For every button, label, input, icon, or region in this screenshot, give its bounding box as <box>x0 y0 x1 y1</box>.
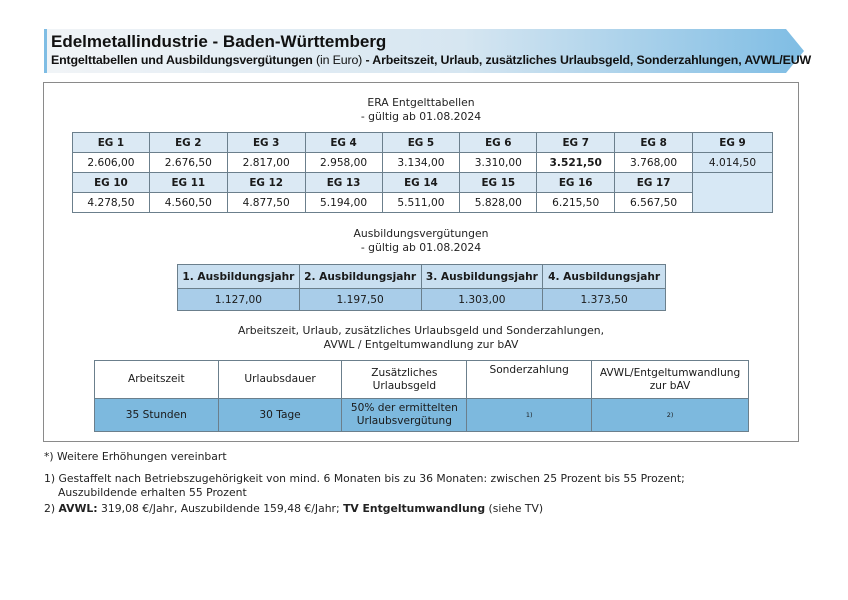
subtitle-part-2: - Arbeitszeit, Urlaub, zusätzliches Urlaubsgeld, Sonderzahlungen, AVWL/EUW <box>365 53 812 67</box>
eg-value: 2.606,00 <box>73 153 150 173</box>
eg-label: EG 1 <box>73 133 150 153</box>
note-star: *) Weitere Erhöhungen vereinbart <box>44 450 227 463</box>
urlaubsgeld-value-line-1: 50% der ermittelten <box>350 402 458 414</box>
eg-value: 3.768,00 <box>615 153 693 173</box>
ausbildung-value-row <box>178 289 666 311</box>
eg-label: EG 15 <box>460 173 537 193</box>
eg-label: EG 16 <box>537 173 615 193</box>
ausbildung-caption-title: Ausbildungsvergütungen <box>353 227 489 240</box>
ausbildung-caption <box>44 227 798 255</box>
avwl-header <box>592 361 749 399</box>
era-header-row-2 <box>73 173 773 193</box>
page-title: Edelmetallindustrie - Baden-Württemberg <box>51 32 387 51</box>
eg-value: 3.134,00 <box>382 153 460 173</box>
avwl-header-line-1: AVWL/Entgeltumwandlung <box>599 366 741 379</box>
ausbildungsjahr-value: 1.303,00 <box>421 289 543 311</box>
header-banner <box>44 29 812 73</box>
avwl-footnote-ref: 2) <box>592 399 749 432</box>
eg-label: EG 2 <box>149 133 227 153</box>
eg-label: EG 12 <box>227 173 305 193</box>
era-table <box>72 132 773 213</box>
ausbildungsjahr-value: 1.197,50 <box>299 289 421 311</box>
eg-label: EG 9 <box>693 133 773 153</box>
ausbildung-header-row <box>178 265 666 289</box>
note-2-prefix: 2) <box>44 502 59 515</box>
arbeitszeit-caption-line-1: Arbeitszeit, Urlaub, zusätzliches Urlaubsgeld und Sonderzahlungen, <box>237 324 605 337</box>
note-2-mid: 319,08 €/Jahr, Auszubildende 159,48 €/Jahr; <box>97 502 344 515</box>
subtitle-part-1: Entgelttabellen und Ausbildungsvergütungen <box>51 53 313 67</box>
sonderzahlung-header: Sonderzahlung <box>467 361 592 399</box>
avwl-header-line-2: zur bAV <box>649 379 691 392</box>
eg-value: 4.877,50 <box>227 193 305 213</box>
eg-value: 3.310,00 <box>460 153 537 173</box>
arbeitszeit-value: 35 Stunden <box>95 399 219 432</box>
era-caption-title: ERA Entgelttabellen <box>367 96 475 109</box>
ausbildung-table <box>177 264 666 311</box>
arbeitszeit-caption-line-2: AVWL / Entgeltumwandlung zur bAV <box>323 338 519 351</box>
ausbildung-caption-date: - gültig ab 01.08.2024 <box>360 241 482 254</box>
eg-label: EG 14 <box>382 173 460 193</box>
note-2-suffix: (siehe TV) <box>485 502 544 515</box>
eg-label: EG 6 <box>460 133 537 153</box>
eg-value: 4.278,50 <box>73 193 150 213</box>
note-2-avwl: AVWL: <box>58 502 98 515</box>
era-empty-cell <box>693 173 773 213</box>
era-value-row-1 <box>73 153 773 173</box>
note-1-line-1: 1) Gestaffelt nach Betriebszugehörigkeit von mind. 6 Monaten bis zu 36 Monaten: zwischen 25 Prozent bis 55 Prozent; <box>44 472 685 485</box>
ausbildungsjahr-label: 1. Ausbildungsjahr <box>178 265 300 289</box>
urlaubsdauer-header: Urlaubsdauer <box>218 361 342 399</box>
ausbildungsjahr-label: 3. Ausbildungsjahr <box>421 265 543 289</box>
page-subtitle <box>51 53 811 67</box>
ausbildungsjahr-label: 4. Ausbildungsjahr <box>543 265 666 289</box>
note-2-tv: TV Entgeltumwandlung <box>343 502 486 515</box>
era-caption-date: - gültig ab 01.08.2024 <box>360 110 482 123</box>
era-value-row-2 <box>73 193 773 213</box>
eg-value: 4.014,50 <box>693 153 773 173</box>
ausbildungsjahr-value: 1.127,00 <box>178 289 300 311</box>
eg-value: 4.560,50 <box>149 193 227 213</box>
urlaubsgeld-header <box>342 361 467 399</box>
eg-label: EG 8 <box>615 133 693 153</box>
eg-value: 2.676,50 <box>149 153 227 173</box>
note-1-line-2: Auszubildende erhalten 55 Prozent <box>58 486 247 499</box>
eg-value: 3.521,50 <box>537 153 615 173</box>
urlaubsdauer-value: 30 Tage <box>218 399 342 432</box>
sonderzahlung-footnote-ref: 1) <box>467 399 592 432</box>
eg-value: 2.817,00 <box>227 153 305 173</box>
arbeitszeit-header: Arbeitszeit <box>95 361 219 399</box>
eg-label: EG 7 <box>537 133 615 153</box>
arbeitszeit-table <box>94 360 749 432</box>
subtitle-unit: (in Euro) <box>316 53 363 67</box>
ausbildungsjahr-value: 1.373,50 <box>543 289 666 311</box>
eg-value: 5.511,00 <box>382 193 460 213</box>
eg-value: 5.828,00 <box>460 193 537 213</box>
arbeitszeit-value-row <box>95 399 749 432</box>
eg-label: EG 5 <box>382 133 460 153</box>
main-panel <box>43 82 799 442</box>
note-2 <box>44 502 543 516</box>
eg-value: 5.194,00 <box>305 193 382 213</box>
eg-value: 6.215,50 <box>537 193 615 213</box>
era-caption <box>44 96 798 124</box>
eg-label: EG 17 <box>615 173 693 193</box>
era-header-row-1 <box>73 133 773 153</box>
eg-label: EG 10 <box>73 173 150 193</box>
arbeitszeit-caption <box>44 324 798 352</box>
eg-label: EG 11 <box>149 173 227 193</box>
arbeitszeit-header-row <box>95 361 749 399</box>
urlaubsgeld-header-line-1: Zusätzliches <box>371 366 438 379</box>
urlaubsgeld-header-line-2: Urlaubsgeld <box>372 379 437 392</box>
urlaubsgeld-value-line-2: Urlaubsvergütung <box>356 415 452 427</box>
eg-label: EG 13 <box>305 173 382 193</box>
eg-label: EG 3 <box>227 133 305 153</box>
eg-value: 6.567,50 <box>615 193 693 213</box>
eg-value: 2.958,00 <box>305 153 382 173</box>
ausbildungsjahr-label: 2. Ausbildungsjahr <box>299 265 421 289</box>
urlaubsgeld-value <box>342 399 467 432</box>
eg-label: EG 4 <box>305 133 382 153</box>
